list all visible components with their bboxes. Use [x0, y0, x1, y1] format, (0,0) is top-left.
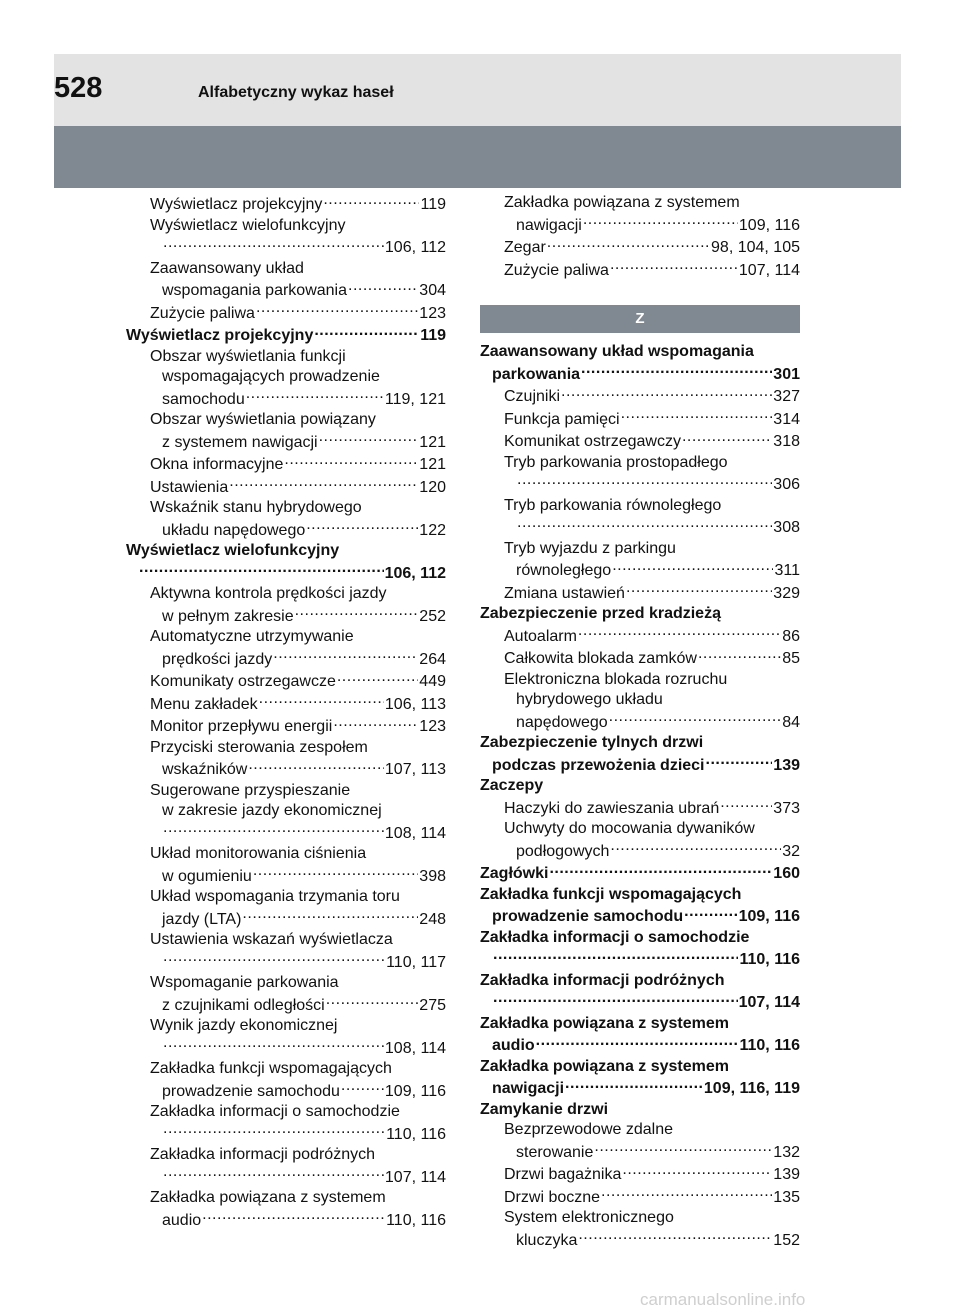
entry-text: Funkcja pamięci — [504, 410, 621, 431]
index-entry-line — [126, 951, 446, 974]
index-entry-line: Obszar wyświetlania powiązany — [150, 411, 376, 428]
index-entry-line: Zakładka informacji podróżnych — [480, 971, 725, 989]
dot-leader — [229, 476, 418, 492]
dot-leader — [326, 994, 419, 1010]
entry-page-ref: 123 — [418, 304, 446, 325]
index-entry-line: Ustawienia wskazań wyświetlacza — [150, 931, 393, 948]
index-entry-line — [126, 994, 446, 1017]
index-entry-line — [480, 430, 800, 453]
entry-text: w ogumieniu — [162, 867, 253, 888]
index-entry-line — [480, 905, 800, 928]
entry-page-ref: 109, 116, 119 — [703, 1079, 800, 1100]
entry-page-ref: 373 — [772, 799, 800, 820]
dot-leader — [601, 1186, 772, 1202]
index-entry-line — [126, 279, 446, 302]
index-entry-line — [126, 670, 446, 693]
index-entry-line — [480, 559, 800, 582]
index-entry-line: Układ monitorowania ciśnienia — [150, 845, 367, 862]
index-entry-line — [480, 754, 800, 777]
dot-leader — [561, 385, 772, 401]
entry-page-ref: 318 — [772, 432, 800, 453]
index-group-right-bottom — [480, 342, 800, 1251]
entry-page-ref: 109, 116 — [384, 1082, 446, 1103]
entry-page-ref: 86 — [781, 627, 800, 648]
index-entry-line: Zakładka informacji podróżnych — [150, 1146, 375, 1163]
entry-page-ref: 119 — [419, 326, 446, 347]
entry-text: audio — [162, 1211, 202, 1232]
entry-text: Okna informacyjne — [150, 455, 284, 476]
index-entry-line: Zakładka powiązana z systemem — [150, 1189, 386, 1206]
entry-text: wspomagania parkowania — [162, 281, 348, 302]
index-entry-line — [480, 1141, 800, 1164]
dot-leader — [626, 582, 772, 598]
entry-text: sterowanie — [516, 1143, 594, 1164]
index-entry-line: Tryb parkowania prostopadłego — [504, 453, 728, 471]
index-entry-line — [126, 1166, 446, 1189]
entry-text: w pełnym zakresie — [162, 607, 295, 628]
index-entry-line — [126, 758, 446, 781]
entry-text: Zegar — [504, 238, 547, 259]
index-entry-line — [480, 214, 800, 237]
dot-leader — [163, 1037, 384, 1053]
index-entry-line — [480, 991, 800, 1014]
entry-page-ref: 106, 112 — [384, 564, 446, 585]
dot-leader — [163, 236, 384, 252]
index-entry-line: Zamykanie drzwi — [480, 1100, 609, 1118]
section-letter-bar: Z — [480, 305, 800, 333]
index-entry-line: Automatyczne utrzymywanie — [150, 628, 354, 645]
index-entry-line — [126, 324, 446, 347]
index-entry-line: Zakładka powiązana z systemem — [480, 1014, 729, 1032]
dot-leader — [163, 822, 384, 838]
dot-leader — [163, 1123, 385, 1139]
dot-leader — [578, 625, 781, 641]
index-entry-line — [126, 715, 446, 738]
entry-page-ref: 329 — [772, 584, 800, 605]
entry-text: Menu zakładek — [150, 695, 259, 716]
index-entry-line — [480, 1077, 800, 1100]
entry-page-ref: 106, 112 — [384, 238, 446, 259]
index-entry-line — [480, 647, 800, 670]
dot-leader — [720, 797, 772, 813]
dot-leader — [684, 905, 737, 921]
entry-page-ref: 308 — [772, 518, 800, 539]
index-entry-line: Zakładka powiązana z systemem — [504, 194, 740, 211]
entry-page-ref: 304 — [418, 281, 446, 302]
index-entry-line — [126, 648, 446, 671]
entry-page-ref: 123 — [418, 717, 446, 738]
entry-page-ref: 107, 114 — [384, 1168, 446, 1189]
dot-leader — [536, 1034, 739, 1050]
entry-text: jazdy (LTA) — [162, 910, 242, 931]
index-entry-line: System elektronicznego — [504, 1209, 674, 1226]
index-entry-line — [126, 236, 446, 259]
entry-text: wskaźników — [162, 760, 248, 781]
index-entry-line — [480, 625, 800, 648]
dot-leader — [612, 559, 773, 575]
dot-leader — [139, 562, 384, 578]
entry-text: nawigacji — [492, 1079, 565, 1100]
page-number: 528 — [54, 72, 103, 104]
dot-leader — [202, 1209, 385, 1225]
entry-page-ref: 110, 116 — [385, 1125, 446, 1146]
entry-page-ref: 121 — [418, 455, 446, 476]
entry-text: Całkowita blokada zamków — [504, 649, 698, 670]
index-entry-line — [126, 388, 446, 411]
index-entry-line — [480, 236, 800, 259]
index-entry-line: Zakładka informacji o samochodzie — [480, 928, 750, 946]
dot-leader — [547, 236, 710, 252]
entry-page-ref: 107, 114 — [738, 993, 800, 1014]
entry-text: Zagłówki — [480, 864, 549, 885]
dot-leader — [549, 862, 772, 878]
index-column-left — [126, 193, 446, 1231]
entry-page-ref: 121 — [418, 433, 446, 454]
index-entry-line: Obszar wyświetlania funkcji — [150, 347, 346, 365]
entry-page-ref: 398 — [418, 867, 446, 888]
index-entry-line: Układ wspomagania trzymania toru — [150, 888, 400, 905]
index-entry-line: Uchwyty do mocowania dywaników — [504, 820, 755, 837]
entry-page-ref: 106, 113 — [384, 695, 446, 716]
index-entry-line — [126, 193, 446, 216]
index-entry-line — [480, 862, 800, 885]
entry-page-ref: 110, 117 — [385, 953, 446, 974]
dot-leader — [246, 388, 384, 404]
index-entry-line — [126, 562, 446, 585]
index-entry-line — [126, 302, 446, 325]
entry-text: nawigacji — [516, 216, 583, 237]
entry-text: z systemem nawigacji — [162, 433, 319, 454]
index-entry-line: Wspomaganie parkowania — [150, 974, 339, 991]
index-entry-line: Zaawansowany układ — [150, 259, 304, 277]
index-entry-line: Wskaźnik stanu hybrydowego — [150, 499, 362, 516]
index-entry-line: Zakładka funkcji wspomagających — [150, 1060, 392, 1077]
index-entry-line — [480, 582, 800, 605]
index-entry-line: Elektroniczna blokada rozruchu — [504, 670, 728, 688]
dot-leader — [306, 519, 418, 535]
index-entry-line — [126, 1209, 446, 1232]
entry-text: Drzwi boczne — [504, 1188, 601, 1209]
dot-leader — [609, 711, 782, 727]
entry-text: parkowania — [492, 365, 581, 386]
index-entry-line — [126, 822, 446, 845]
dot-leader — [163, 951, 385, 967]
entry-page-ref: 135 — [772, 1188, 800, 1209]
dot-leader — [517, 516, 772, 532]
entry-page-ref: 84 — [781, 713, 800, 734]
index-entry-line — [126, 693, 446, 716]
entry-text: podłogowych — [516, 842, 610, 863]
entry-page-ref: 120 — [418, 478, 446, 499]
entry-page-ref: 108, 114 — [384, 1039, 446, 1060]
entry-text: równoległego — [516, 561, 612, 582]
dot-leader — [337, 670, 418, 686]
entry-page-ref: 109, 116 — [738, 907, 800, 928]
index-entry-line — [480, 385, 800, 408]
entry-text: Komunikaty ostrzegawcze — [150, 672, 337, 693]
entry-text: Drzwi bagażnika — [504, 1165, 622, 1186]
entry-page-ref: 110, 116 — [385, 1211, 446, 1232]
header-top-band — [54, 54, 901, 126]
entry-page-ref: 139 — [772, 1165, 800, 1186]
entry-page-ref: 107, 113 — [384, 760, 446, 781]
entry-text: Monitor przepływu energii — [150, 717, 333, 738]
dot-leader — [323, 193, 419, 209]
index-entry-line — [126, 453, 446, 476]
entry-page-ref: 132 — [772, 1143, 800, 1164]
index-entry-line — [480, 363, 800, 386]
dot-leader — [348, 279, 418, 295]
dot-leader — [517, 473, 772, 489]
index-entry-line — [126, 1037, 446, 1060]
dot-leader — [259, 693, 384, 709]
index-entry-line: Przyciski sterowania zespołem — [150, 738, 368, 756]
index-entry-line — [480, 473, 800, 496]
dot-leader — [319, 431, 419, 447]
index-entry-line — [480, 408, 800, 431]
index-entry-line — [480, 840, 800, 863]
entry-page-ref: 252 — [418, 607, 446, 628]
entry-text: Wyświetlacz projekcyjny — [126, 326, 314, 347]
dot-leader — [578, 1229, 772, 1245]
dot-leader — [493, 991, 738, 1007]
index-entry-line — [480, 516, 800, 539]
index-entry-line: Zaawansowany układ wspomagania — [480, 343, 754, 360]
dot-leader — [248, 758, 384, 774]
dot-leader — [682, 430, 772, 446]
entry-page-ref: 306 — [772, 475, 800, 496]
dot-leader — [163, 1166, 384, 1182]
entry-text: kluczyka — [516, 1231, 578, 1252]
entry-page-ref: 327 — [772, 387, 800, 408]
index-entry-line: Zakładka funkcji wspomagających — [480, 885, 742, 903]
dot-leader — [622, 1163, 772, 1179]
entry-page-ref: 139 — [772, 756, 800, 777]
entry-page-ref: 85 — [781, 649, 800, 670]
entry-text: Autoalarm — [504, 627, 578, 648]
entry-text: samochodu — [162, 390, 246, 411]
index-entry-line — [480, 797, 800, 820]
index-entry-line — [480, 1229, 800, 1252]
index-entry-line: Bezprzewodowe zdalne — [504, 1121, 673, 1138]
index-entry-line: Zabezpieczenie przed kradzieżą — [480, 605, 721, 622]
entry-page-ref: 110, 116 — [738, 1036, 800, 1057]
page-title: Alfabetyczny wykaz haseł — [198, 84, 394, 101]
index-entry-line: hybrydowego układu — [516, 691, 663, 708]
entry-page-ref: 264 — [418, 650, 446, 671]
index-entry-line — [480, 1163, 800, 1186]
index-entry-line: Tryb parkowania równoległego — [504, 496, 722, 514]
index-entry-line — [480, 948, 800, 971]
entry-text: Czujniki — [504, 387, 561, 408]
dot-leader — [610, 259, 738, 275]
index-entry-line — [480, 259, 800, 282]
entry-text: Wyświetlacz projekcyjny — [150, 195, 323, 216]
dot-leader — [698, 647, 781, 663]
entry-page-ref: 122 — [418, 521, 446, 542]
dot-leader — [253, 865, 418, 881]
entry-text: Haczyki do zawieszania ubrań — [504, 799, 720, 820]
entry-text: układu napędowego — [162, 521, 306, 542]
index-entry-line — [480, 711, 800, 734]
entry-text: Zmiana ustawień — [504, 584, 626, 605]
dot-leader — [273, 648, 418, 664]
dot-leader — [493, 948, 738, 964]
entry-page-ref: 301 — [772, 365, 800, 386]
dot-leader — [284, 453, 418, 469]
index-entry-line: Zakładka informacji o samochodzie — [150, 1103, 400, 1120]
dot-leader — [565, 1077, 703, 1093]
dot-leader — [256, 302, 418, 318]
dot-leader — [610, 840, 781, 856]
entry-page-ref: 449 — [418, 672, 446, 693]
entry-text: Ustawienia — [150, 478, 229, 499]
entry-page-ref: 248 — [418, 910, 446, 931]
index-entry-line — [480, 1034, 800, 1057]
entry-page-ref: 32 — [781, 842, 800, 863]
dot-leader — [295, 605, 419, 621]
entry-page-ref: 110, 116 — [738, 950, 800, 971]
index-entry-line: wspomagających prowadzenie — [162, 368, 380, 385]
index-entry-line — [126, 519, 446, 542]
entry-page-ref: 160 — [772, 864, 800, 885]
entry-text: napędowego — [516, 713, 609, 734]
entry-text: audio — [492, 1036, 536, 1057]
entry-page-ref: 107, 114 — [738, 261, 800, 282]
entry-text: prędkości jazdy — [162, 650, 273, 671]
entry-text: podczas przewożenia dzieci — [492, 756, 706, 777]
index-entry-line — [126, 865, 446, 888]
index-entry-line: Tryb wyjazdu z parkingu — [504, 539, 676, 557]
watermark: carmanualsonline.info — [640, 1290, 806, 1309]
entry-page-ref: 119, 121 — [384, 390, 446, 411]
index-entry-line: Zakładka powiązana z systemem — [480, 1057, 729, 1075]
index-entry-line: Zaczepy — [480, 777, 544, 794]
entry-page-ref: 311 — [773, 561, 800, 582]
index-entry-line — [126, 1123, 446, 1146]
entry-page-ref: 108, 114 — [384, 824, 446, 845]
index-entry-line: Wyświetlacz wielofunkcyjny — [150, 216, 346, 234]
index-column-right — [480, 193, 800, 1251]
entry-page-ref: 275 — [418, 996, 446, 1017]
entry-page-ref: 98, 104, 105 — [710, 238, 800, 259]
dot-leader — [581, 363, 772, 379]
index-entry-line — [126, 605, 446, 628]
index-entry-line: Wyświetlacz wielofunkcyjny — [126, 542, 340, 559]
index-entry-line: Zabezpieczenie tylnych drzwi — [480, 734, 704, 751]
index-entry-line: w zakresie jazdy ekonomicznej — [162, 802, 382, 819]
dot-leader — [594, 1141, 772, 1157]
entry-text: prowadzenie samochodu — [492, 907, 684, 928]
index-entry-line: Wynik jazdy ekonomicznej — [150, 1017, 338, 1034]
entry-page-ref: 119 — [419, 195, 446, 216]
dot-leader — [341, 1080, 384, 1096]
entry-text: Zużycie paliwa — [504, 261, 610, 282]
header-band — [54, 126, 901, 188]
index-entry-line — [126, 431, 446, 454]
index-entry-line: Aktywna kontrola prędkości jazdy — [150, 585, 387, 602]
entry-text: Komunikat ostrzegawczy — [504, 432, 682, 453]
entry-page-ref: 109, 116 — [738, 216, 800, 237]
dot-leader — [706, 754, 773, 770]
index-entry-line — [126, 908, 446, 931]
index-group-right-top — [480, 193, 800, 281]
index-entry-line — [126, 476, 446, 499]
index-entry-line: Sugerowane przyspieszanie — [150, 781, 351, 799]
entry-text: z czujnikami odległości — [162, 996, 326, 1017]
index-entry-line — [126, 1080, 446, 1103]
entry-page-ref: 152 — [772, 1231, 800, 1252]
index-entry-line — [480, 1186, 800, 1209]
entry-text: Zużycie paliwa — [150, 304, 256, 325]
dot-leader — [314, 324, 419, 340]
dot-leader — [621, 408, 773, 424]
dot-leader — [242, 908, 418, 924]
entry-page-ref: 314 — [772, 410, 800, 431]
dot-leader — [333, 715, 418, 731]
dot-leader — [583, 214, 738, 230]
entry-text: prowadzenie samochodu — [162, 1082, 341, 1103]
